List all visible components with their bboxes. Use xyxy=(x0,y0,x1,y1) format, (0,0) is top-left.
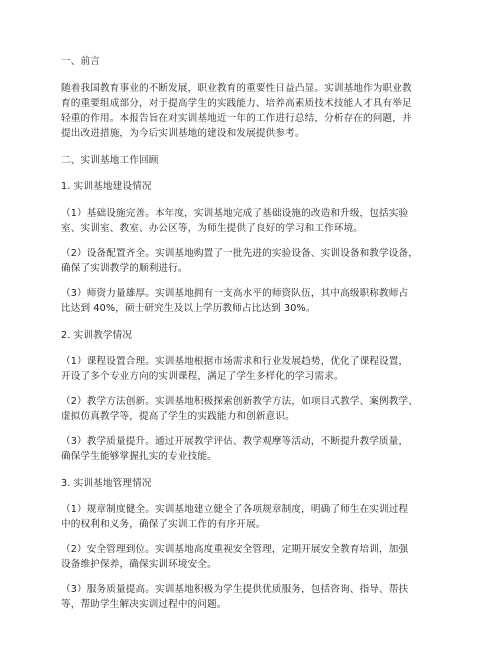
paragraph-line: 虚拟仿真教学等，提高了学生的实践能力和创新意识。 xyxy=(61,411,295,422)
paragraph-line: 室、实训室、教室、办公区等，为师生提供了良好的学习和工作环境。 xyxy=(61,223,364,234)
paragraph-line: 确保了实训教学的顺利进行。 xyxy=(61,263,188,274)
paragraph-line: 等，帮助学生解决实训过程中的问题。 xyxy=(61,599,227,610)
preface-line: 随着我国教育事业的不断发展，职业教育的重要性日益凸显。实训基地作为职业教 xyxy=(61,83,412,94)
paragraph-line: （1）课程设置合理。实训基地根据市场需求和行业发展趋势，优化了课程设置， xyxy=(61,356,409,367)
paragraph-line: 确保学生能够掌握扎实的专业技能。 xyxy=(61,451,217,462)
paragraph-line: 中的权利和义务，确保了实训工作的有序开展。 xyxy=(61,519,266,530)
paragraph-line: （3）教学质量提升。通过开展教学评估、教学观摩等活动，不断提升教学质量， xyxy=(61,436,409,447)
preface-line: 育的重要组成部分，对于提高学生的实践能力、培养高素质技术技能人才具有举足 xyxy=(61,98,412,109)
paragraph-line: （1）规章制度健全。实训基地建立健全了各项规章制度，明确了师生在实训过程 xyxy=(61,504,409,515)
preface-line: 轻重的作用。本报告旨在对实训基地近一年的工作进行总结，分析存在的问题，并 xyxy=(61,113,412,124)
paragraph-line: （2）设备配置齐全。实训基地购置了一批先进的实验设备、实训设备和教学设备， xyxy=(61,248,419,259)
heading-preface: 一、前言 xyxy=(61,56,100,67)
preface-line: 提出改进措施，为今后实训基地的建设和发展提供参考。 xyxy=(61,128,305,139)
paragraph-line: （3）师资力量雄厚。实训基地拥有一支高水平的师资队伍，其中高级职称教师占 xyxy=(61,288,409,299)
paragraph-line: 设备维护保养，确保实训环境安全。 xyxy=(61,559,217,570)
paragraph-line: （2）安全管理到位。实训基地高度重视安全管理，定期开展安全教育培训，加强 xyxy=(61,544,409,555)
subheading-teaching: 2. 实训教学情况 xyxy=(61,330,133,341)
paragraph-line: 比达到 40%，硕士研究生及以上学历教师占比达到 30%。 xyxy=(61,303,316,314)
subheading-management: 3. 实训基地管理情况 xyxy=(61,478,152,489)
paragraph-line: （2）教学方法创新。实训基地积极探索创新教学方法，如项目式教学、案例教学、 xyxy=(61,396,419,407)
paragraph-line: （3）服务质量提高。实训基地积极为学生提供优质服务，包括咨询、指导、帮扶 xyxy=(61,584,409,595)
heading-review: 二、实训基地工作回顾 xyxy=(61,155,159,166)
paragraph-line: （1）基础设施完善。本年度，实训基地完成了基础设施的改造和升级，包括实验 xyxy=(61,208,409,219)
paragraph-line: 开设了多个专业方向的实训课程，满足了学生多样化的学习需求。 xyxy=(61,371,344,382)
subheading-construction: 1. 实训基地建设情况 xyxy=(61,181,152,192)
